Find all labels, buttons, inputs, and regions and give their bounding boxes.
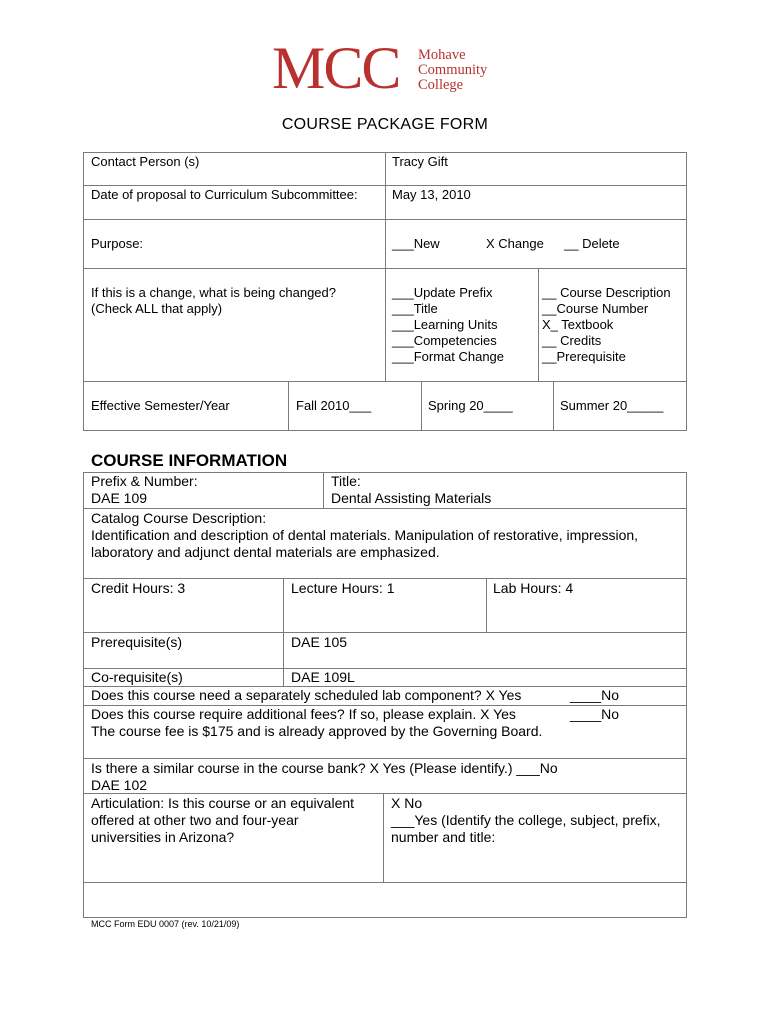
contact-person-label: Contact Person (s) <box>91 154 200 169</box>
change-option-format-change: ___Format Change <box>392 349 505 364</box>
purpose-change-option: X Change <box>486 236 544 251</box>
form-title: COURSE PACKAGE FORM <box>281 116 489 133</box>
effective-semester-label: Effective Semester/Year <box>91 398 230 413</box>
lab-component-no: ____No <box>570 687 620 703</box>
proposal-date-value: May 13, 2010 <box>392 187 471 202</box>
logo-line-2: Community <box>418 62 488 78</box>
proposal-date-label: Date of proposal to Curriculum Subcommittee: <box>91 187 358 202</box>
purpose-delete-option: __ Delete <box>564 236 620 251</box>
corequisite-value: DAE 109L <box>291 669 355 685</box>
effective-spring: Spring 20____ <box>428 398 513 413</box>
purpose-new-option: ___New <box>392 236 440 251</box>
effective-summer: Summer 20_____ <box>560 398 664 413</box>
college-logo-mark: MCC <box>272 35 400 101</box>
change-question-note: (Check ALL that apply) <box>91 301 223 316</box>
change-option-course-description: __ Course Description <box>542 285 671 300</box>
prefix-number-value: DAE 109 <box>91 490 148 506</box>
articulation-yes-line-1: ___Yes (Identify the college, subject, prefix, <box>391 812 661 828</box>
change-option-title: ___Title <box>392 301 438 316</box>
articulation-question-line-1: Articulation: Is this course or an equivalent <box>91 795 355 811</box>
change-options-right <box>542 285 671 365</box>
change-option-competencies: ___Competencies <box>392 333 497 348</box>
logo-line-3: College <box>418 77 464 93</box>
purpose-label: Purpose: <box>91 236 144 251</box>
catalog-description-label: Catalog Course Description: <box>91 510 267 526</box>
change-options-left <box>392 285 504 365</box>
fees-explanation: The course fee is $175 and is already approved by the Governing Board. <box>91 723 543 739</box>
fees-question: Does this course require additional fees? If so, please explain. X Yes <box>91 706 516 722</box>
effective-fall: Fall 2010___ <box>296 398 372 413</box>
prerequisite-value: DAE 105 <box>291 634 348 650</box>
change-option-update-prefix: ___Update Prefix <box>392 285 493 300</box>
change-option-textbook: X_ Textbook <box>542 317 614 332</box>
contact-person-value: Tracy Gift <box>392 154 448 169</box>
logo-line-1: Mohave <box>418 47 466 63</box>
credit-hours: Credit Hours: 3 <box>91 580 186 596</box>
change-option-course-number: __Course Number <box>542 301 649 316</box>
lab-hours: Lab Hours: 4 <box>493 580 574 596</box>
catalog-description-line-2: laboratory and adjunct dental materials are emphasized. <box>91 544 440 560</box>
catalog-description-line-1: Identification and description of dental materials. Manipulation of restorative, impression, <box>91 527 639 543</box>
corequisite-label: Co-requisite(s) <box>91 669 183 685</box>
articulation-answer <box>391 795 661 846</box>
similar-course-value: DAE 102 <box>91 777 148 793</box>
lab-component-question: Does this course need a separately scheduled lab component? X Yes <box>91 687 522 703</box>
articulation-question-line-3: universities in Arizona? <box>91 829 235 845</box>
course-title-value: Dental Assisting Materials <box>331 490 492 506</box>
change-option-learning-units: ___Learning Units <box>392 317 498 332</box>
change-option-credits: __ Credits <box>542 333 602 348</box>
articulation-question <box>91 795 354 846</box>
articulation-question-line-2: offered at other two and four-year <box>91 812 299 828</box>
course-title-label: Title: <box>331 473 361 489</box>
prefix-number-label: Prefix & Number: <box>91 473 198 489</box>
course-information-heading: COURSE INFORMATION <box>91 451 288 470</box>
college-logo-name <box>418 48 487 93</box>
articulation-no: X No <box>391 795 423 811</box>
similar-course-question: Is there a similar course in the course bank? X Yes (Please identify.) ___No <box>91 760 558 776</box>
lecture-hours: Lecture Hours: 1 <box>291 580 395 596</box>
change-question: If this is a change, what is being changed? <box>91 285 336 300</box>
fees-no: ____No <box>570 706 620 722</box>
articulation-yes-line-2: number and title: <box>391 829 496 845</box>
prerequisite-label: Prerequisite(s) <box>91 634 183 650</box>
change-option-prerequisite: __Prerequisite <box>542 349 626 364</box>
form-footer: MCC Form EDU 0007 (rev. 10/21/09) <box>91 919 240 929</box>
